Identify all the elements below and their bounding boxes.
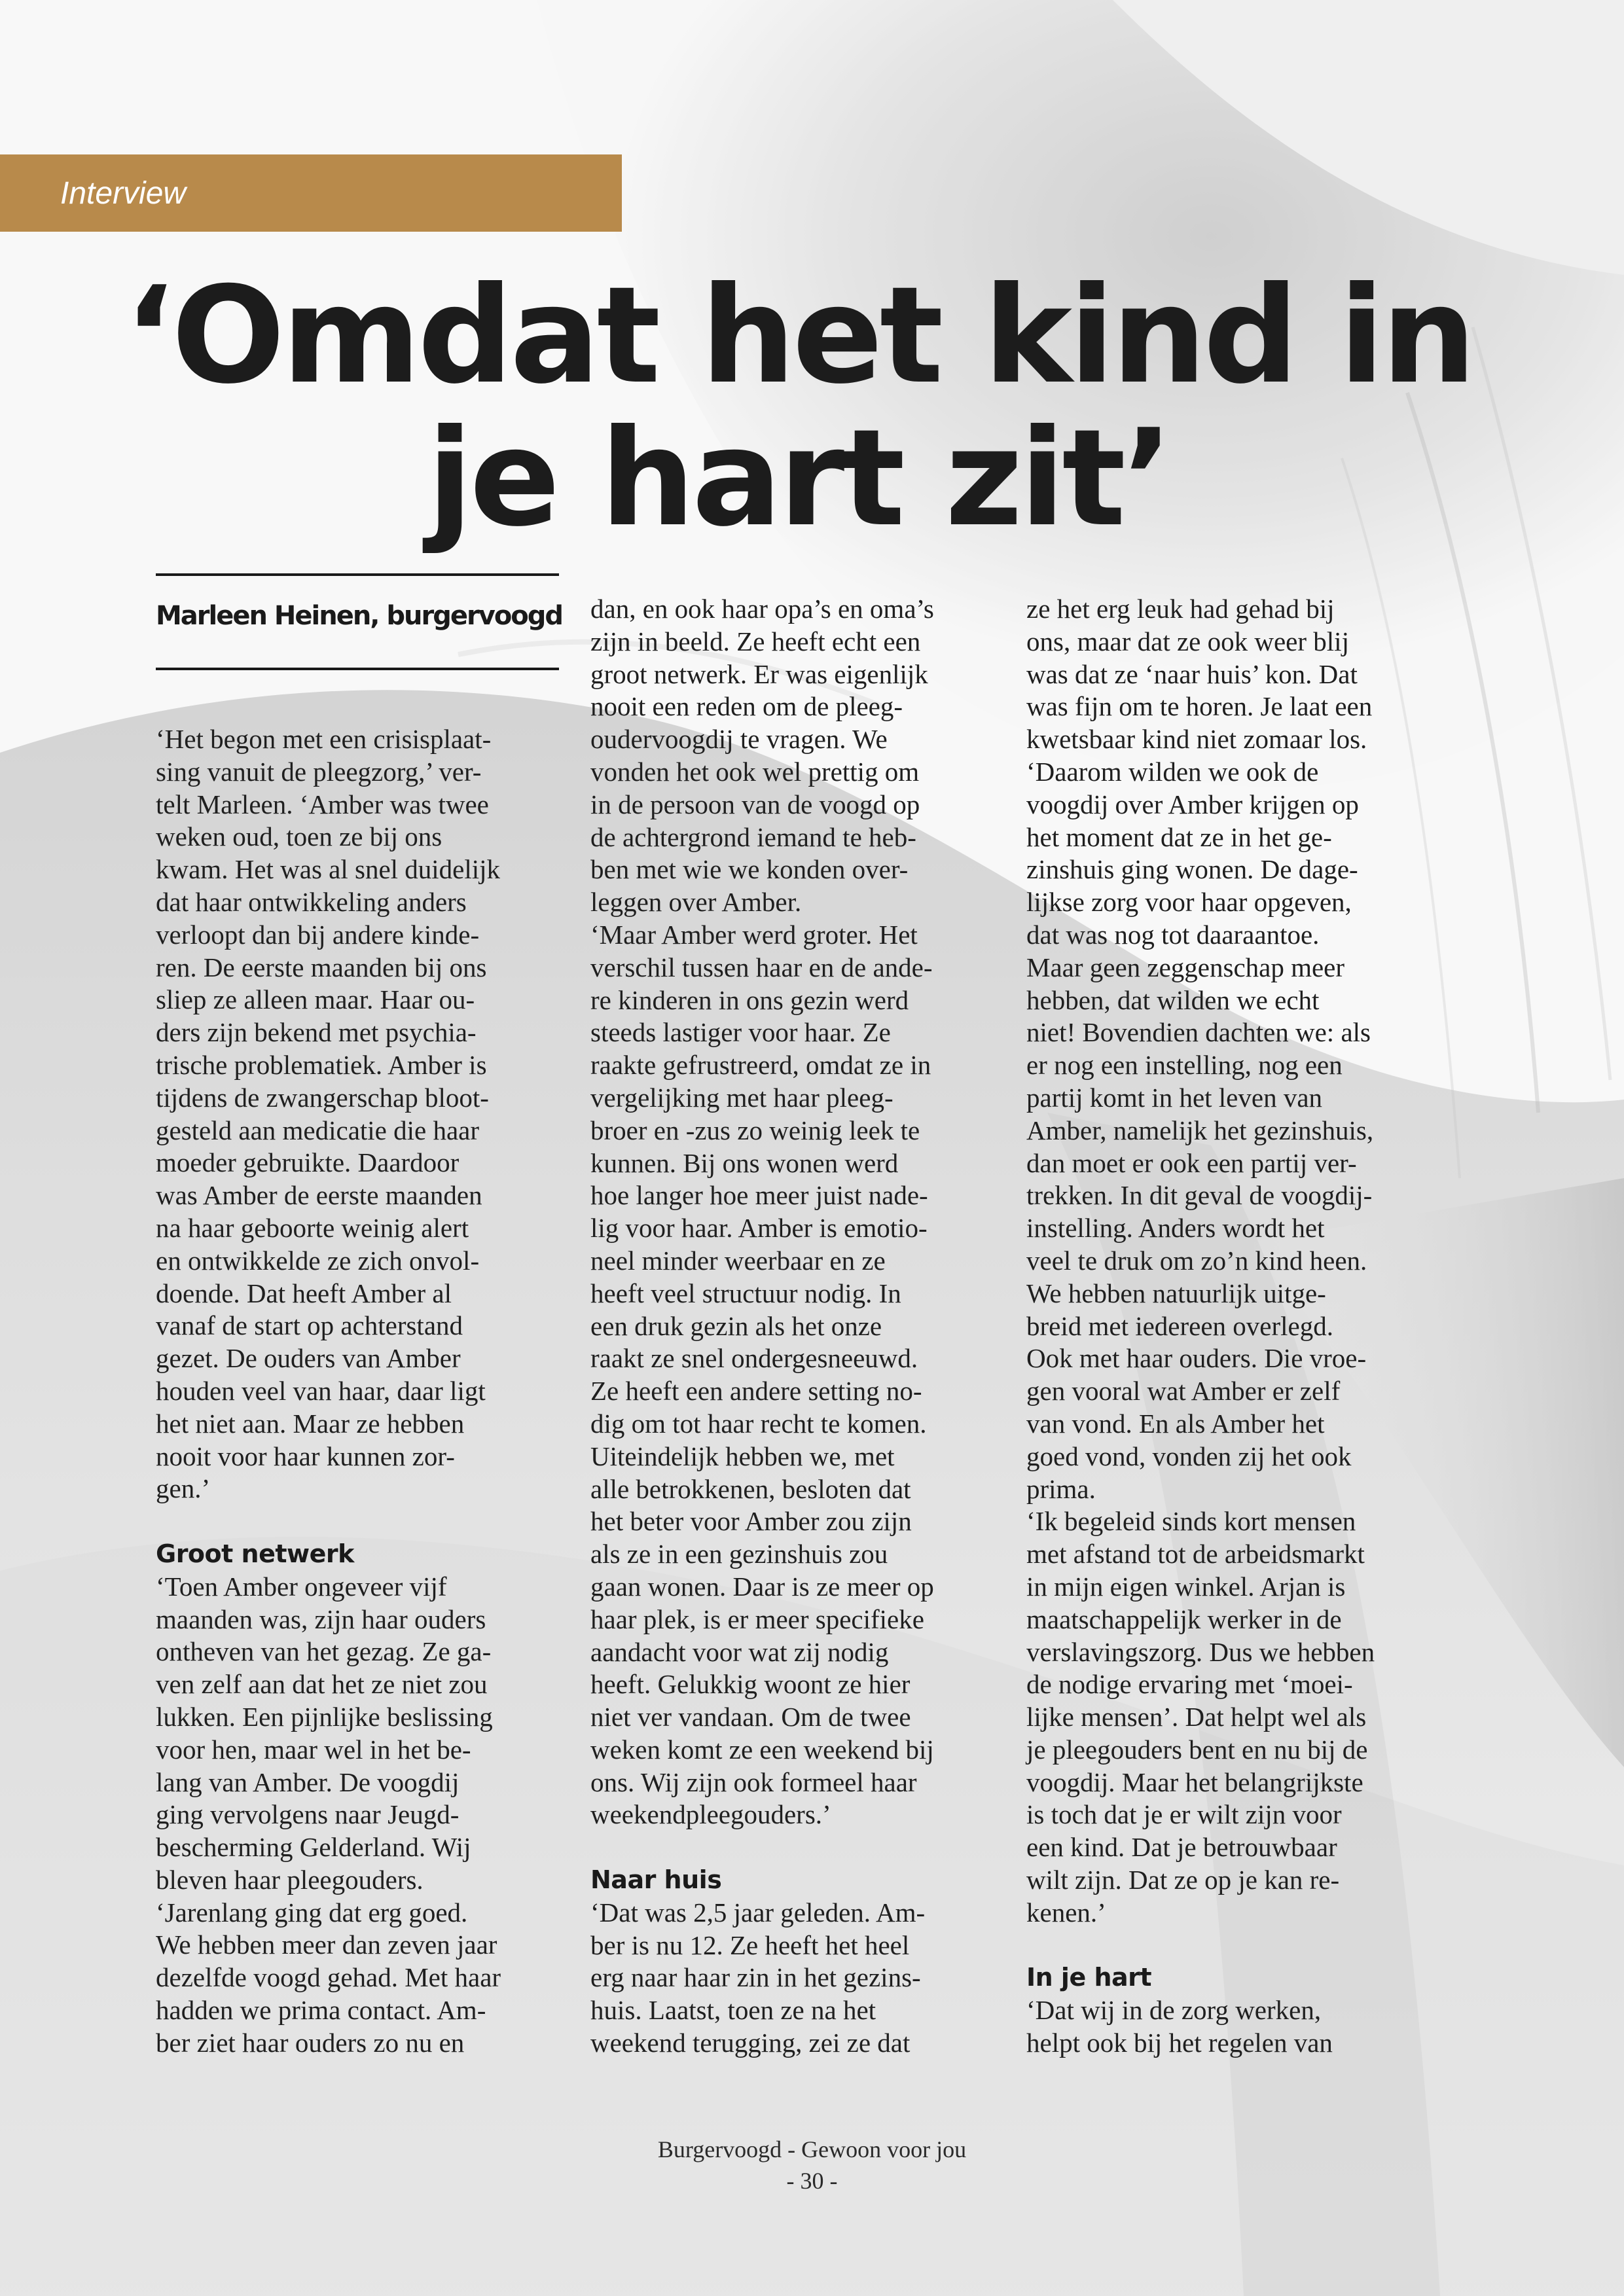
column-3-paragraph-1: ze het erg leuk had gehad bij ons, maar dat ze ook weer blij was dat ze ‘naar huis’ kon. Dat was fijn om te horen. Je laat een kwetsbaar kind niet zomaar los. ‘Daarom wilden we ook de voogdij over Amber krijgen op het moment dat ze in het ge- zinshuis ging wonen. De dage- lijkse zorg voor haar opgeven, dat was nog tot daaraantoe. Maar geen zeggenschap meer hebben, dat wilden we echt niet! Bovendien dachten we: als er nog een instelling, nog een partij komt in het leven van Amber, namelijk het gezinshuis, dan moet er ook een partij ver- trekken. In dit geval de voogdij- instelling. Anders wordt het veel te druk om zo’n kind heen. We hebben natuurlijk uitge- breid met iedereen overlegd. Ook met haar ouders. Die vroe- gen vooral wat Amber er zelf van vond. En als Amber het goed vond, vonden zij het ook prima. ‘Ik begeleid sinds kort mensen met afstand tot de arbeidsmarkt in mijn eigen winkel. Arjan is maatschappelijk werker in de verslavingszorg. Dus we hebben de nodige ervaring met ‘moei- lijke mensen’. Dat helpt wel als je pleegouders bent en nu bij de voogdij. Maar het belangrijkste is toch dat je er wilt zijn voor een kind. Dat je betrouwbaar wilt zijn. Dat ze op je kan re- kenen.’ [1026, 594, 1375, 1928]
headline-line-1: ‘Omdat het kind in [124, 259, 1473, 414]
column-2-paragraph-2: ‘Dat was 2,5 jaar geleden. Am- ber is nu 12. Ze heeft het heel erg naar haar zin in het gezins- huis. Laatst, toen ze na het weekend terugging, zei ze dat [590, 1897, 926, 2058]
section-tag-bar [0, 154, 622, 232]
section-tag-label: Interview [60, 175, 187, 211]
column-2-paragraph-1: dan, en ook haar opa’s en oma’s zijn in beeld. Ze heeft echt een groot netwerk. Er was eigenlijk nooit een reden om de pleeg- oudervoogdij te vragen. We vonden het ook wel prettig om in de persoon van de voogd op de achtergrond iemand te heb- ben met wie we konden over- leggen over Amber. ‘Maar Amber werd groter. Het verschil tussen haar en de ande- re kinderen in ons gezin werd steeds lastiger voor haar. Ze raakte gefrustreerd, omdat ze in vergelijking met haar pleeg- broer en -zus zo weinig leek te kunnen. Bij ons wonen werd hoe langer hoe meer juist nade- lig voor haar. Amber is emotio- neel minder weerbaar en ze heeft veel structuur nodig. In een druk gezin als het onze raakt ze snel ondergesneeuwd. Ze heeft een andere setting no- dig om tot haar recht te komen. Uiteindelijk hebben we, met alle betrokkenen, besloten dat het beter voor Amber zou zijn als ze in een gezinshuis zou gaan wonen. Daar is ze meer op haar plek, is er meer specifieke aandacht voor wat zij nodig heeft. Gelukkig woont ze hier niet ver vandaan. Om de twee weken komt ze een weekend bij ons. Wij zijn ook formeel haar weekendpleegouders.’ [590, 594, 934, 1830]
article-column-3 [1026, 593, 1439, 2060]
subheading-naar-huis: Naar huis [590, 1865, 722, 1895]
footer-page-number: - 30 - [786, 2168, 838, 2194]
footer-publication: Burgervoogd - Gewoon voor jou [657, 2136, 967, 2162]
byline-top-rule [156, 573, 559, 576]
subheading-groot-netwerk: Groot netwerk [156, 1539, 354, 1568]
article-column-1 [156, 723, 568, 2060]
article-headline [79, 259, 1519, 556]
headline-line-2: je hart zit’ [427, 401, 1170, 556]
column-1-paragraph-2: ‘Toen Amber ongeveer vijf maanden was, zijn haar ouders ontheven van het gezag. Ze ga- ven zelf aan dat het ze niet zou lukken. Een pijnlijke beslissing voor hen, maar wel in het be- lang van Amber. De voogdij ging vervolgens naar Jeugd- bescherming Gelderland. Wij bleven haar pleegouders. ‘Jarenlang ging dat erg goed. We hebben meer dan zeven jaar dezelfde voogd gehad. Met haar hadden we prima contact. Am- ber ziet haar ouders zo nu en [156, 1571, 501, 2058]
column-3-paragraph-2: ‘Dat wij in de zorg werken, helpt ook bij het regelen van [1026, 1995, 1333, 2058]
byline: Marleen Heinen, burgervoogd [156, 601, 563, 631]
byline-bottom-rule [156, 668, 559, 670]
subheading-in-je-hart: In je hart [1026, 1963, 1152, 1992]
column-1-paragraph-1: ‘Het begon met een crisisplaat- sing vanuit de pleegzorg,’ ver- telt Marleen. ‘Amber was twee weken oud, toen ze bij ons kwam. Het was al snel duidelijk dat haar ontwikkeling anders verloopt dan bij andere kinde- ren. De eerste maanden bij ons sliep ze alleen maar. Haar ou- ders zijn bekend met psychia- trische problematiek. Amber is tijdens de zwangerschap bloot- gesteld aan medicatie die haar moeder gebruikte. Daardoor was Amber de eerste maanden na haar geboorte weinig alert en ontwikkelde ze zich onvol- doende. Dat heeft Amber al vanaf de start op achterstand gezet. De ouders van Amber houden veel van haar, daar ligt het niet aan. Maar ze hebben nooit voor haar kunnen zor- gen.’ [156, 724, 501, 1504]
article-column-2 [590, 593, 1003, 2060]
